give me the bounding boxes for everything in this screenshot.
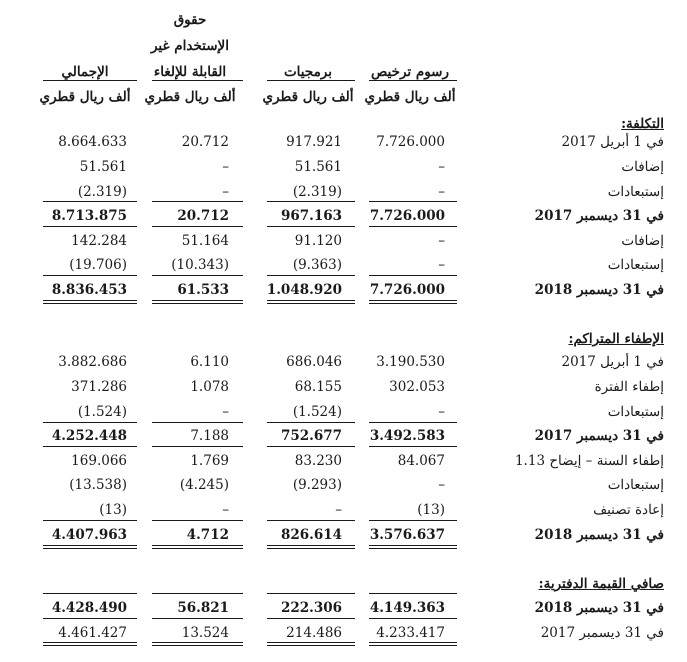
row-label: التكلفة:: [621, 116, 664, 132]
row-value: –: [438, 159, 445, 175]
row-value: 214.486: [286, 625, 342, 641]
row-label: في 31 ديسمبر 2018: [534, 600, 664, 616]
row-label: في 1 أبريل 2017: [561, 134, 664, 150]
row-label: صافي القيمة الدفترية:: [538, 576, 664, 592]
row-value: (9.293): [292, 477, 342, 493]
row-value: 3.882.686: [58, 354, 127, 370]
row-label: في 1 أبريل 2017: [561, 354, 664, 370]
column-header-rights: الإستخدام غير: [150, 38, 230, 54]
total-rule: [43, 422, 137, 423]
total-rule: [267, 520, 355, 521]
row-value: 1.048.920: [266, 282, 342, 298]
total-rule: [267, 226, 355, 227]
total-rule: [267, 593, 355, 594]
row-value: 826.614: [280, 527, 342, 543]
row-value: (13): [417, 502, 445, 518]
row-value: 3.576.637: [369, 527, 445, 543]
column-unit-total: ألف ريال قطري: [39, 89, 131, 105]
row-label: في 31 ديسمبر 2017: [540, 625, 664, 641]
row-label: إستبعادات: [607, 477, 664, 493]
row-label: إضافات: [621, 233, 664, 249]
row-value: 68.155: [294, 379, 342, 395]
row-value: 4.233.417: [376, 625, 445, 641]
row-value: 91.120: [294, 233, 342, 249]
row-value: (4.245): [179, 477, 229, 493]
row-value: 8.836.453: [51, 282, 127, 298]
row-value: –: [222, 404, 229, 420]
total-rule: [152, 593, 243, 594]
row-value: –: [222, 502, 229, 518]
row-label: إستبعادات: [607, 257, 664, 273]
total-rule-double: [43, 645, 137, 646]
total-rule-double: [43, 548, 137, 549]
total-rule-double: [267, 548, 355, 549]
row-value: –: [222, 159, 229, 175]
total-rule: [152, 446, 243, 447]
row-value: 20.712: [177, 208, 229, 224]
total-rule: [369, 226, 457, 227]
row-value: 51.561: [79, 159, 127, 175]
row-value: 4.407.963: [51, 527, 127, 543]
row-label: إطفاء الفترة: [594, 379, 664, 395]
column-unit-rights: ألف ريال قطري: [144, 89, 236, 105]
total-rule: [152, 300, 243, 301]
total-rule: [43, 593, 137, 594]
row-value: 302.053: [389, 379, 445, 395]
row-label: الإطفاء المتراكم:: [568, 331, 664, 347]
row-value: 917.921: [286, 134, 342, 150]
total-rule-double: [43, 303, 137, 304]
row-value: 84.067: [397, 453, 445, 469]
total-rule: [43, 226, 137, 227]
total-rule: [369, 520, 457, 521]
total-rule-double: [369, 303, 457, 304]
row-value: 4.712: [186, 527, 229, 543]
row-value: 4.252.448: [51, 428, 127, 444]
row-value: 7.188: [190, 428, 229, 444]
total-rule: [152, 618, 243, 619]
row-value: –: [438, 477, 445, 493]
row-value: –: [438, 404, 445, 420]
total-rule: [369, 201, 457, 202]
row-value: –: [438, 257, 445, 273]
column-header-rights: القابلة للإلغاء: [153, 64, 227, 80]
row-value: 1.078: [190, 379, 229, 395]
row-value: 56.821: [177, 600, 229, 616]
header-underline: [369, 80, 457, 81]
column-header-software: برمجيات: [283, 64, 333, 80]
total-rule: [152, 226, 243, 227]
row-value: 686.046: [286, 354, 342, 370]
header-underline: [43, 80, 137, 81]
row-value: 51.164: [181, 233, 229, 249]
row-label: في 31 ديسمبر 2018: [534, 527, 664, 543]
total-rule: [43, 618, 137, 619]
total-rule: [43, 642, 137, 643]
total-rule-double: [369, 548, 457, 549]
column-unit-software: ألف ريال قطري: [262, 89, 354, 105]
row-value: –: [438, 184, 445, 200]
row-value: 7.726.000: [369, 208, 445, 224]
total-rule: [152, 201, 243, 202]
row-value: 752.677: [280, 428, 342, 444]
row-value: 4.461.427: [58, 625, 127, 641]
row-value: 7.726.000: [369, 282, 445, 298]
row-value: (13): [99, 502, 127, 518]
row-label: في 31 ديسمبر 2017: [534, 208, 664, 224]
total-rule: [369, 618, 457, 619]
row-label: إضافات: [621, 159, 664, 175]
total-rule: [43, 520, 137, 521]
column-header-total: الإجمالي: [61, 64, 109, 80]
row-value: 20.712: [181, 134, 229, 150]
row-value: 83.230: [294, 453, 342, 469]
total-rule: [152, 642, 243, 643]
total-rule: [267, 201, 355, 202]
row-label: في 31 ديسمبر 2017: [534, 428, 664, 444]
column-header-rights: حقوق: [173, 12, 207, 28]
column-unit-license: ألف ريال قطري: [364, 89, 456, 105]
row-label: إستبعادات: [607, 404, 664, 420]
total-rule: [267, 422, 355, 423]
row-value: 8.664.633: [58, 134, 127, 150]
row-value: 61.533: [177, 282, 229, 298]
row-value: (1.524): [292, 404, 342, 420]
total-rule: [267, 642, 355, 643]
row-value: 51.561: [294, 159, 342, 175]
row-value: 3.190.530: [376, 354, 445, 370]
row-value: (9.363): [292, 257, 342, 273]
total-rule: [43, 446, 137, 447]
total-rule: [267, 275, 355, 276]
row-value: 142.284: [71, 233, 127, 249]
header-underline: [267, 80, 355, 81]
row-value: 6.110: [190, 354, 229, 370]
total-rule-double: [369, 645, 457, 646]
row-value: (2.319): [292, 184, 342, 200]
total-rule: [369, 300, 457, 301]
row-value: 169.066: [71, 453, 127, 469]
total-rule: [369, 642, 457, 643]
total-rule: [369, 422, 457, 423]
header-underline: [152, 80, 243, 81]
total-rule: [43, 545, 137, 546]
total-rule-double: [152, 303, 243, 304]
row-value: 13.524: [181, 625, 229, 641]
row-value: 4.428.490: [51, 600, 127, 616]
row-value: 222.306: [280, 600, 342, 616]
column-header-license: رسوم ترخيص: [370, 64, 450, 80]
total-rule: [369, 446, 457, 447]
row-value: (10.343): [171, 257, 229, 273]
row-value: –: [222, 184, 229, 200]
row-value: 967.163: [280, 208, 342, 224]
total-rule-double: [267, 645, 355, 646]
row-value: 8.713.875: [51, 208, 127, 224]
row-label: إعادة تصنيف: [593, 502, 664, 518]
total-rule: [43, 300, 137, 301]
total-rule: [267, 446, 355, 447]
row-value: –: [438, 233, 445, 249]
row-label: إطفاء السنة – إيضاح 1.13: [514, 453, 664, 469]
total-rule: [369, 545, 457, 546]
total-rule: [152, 545, 243, 546]
total-rule: [267, 618, 355, 619]
total-rule: [43, 201, 137, 202]
row-value: –: [335, 502, 342, 518]
row-label: إستبعادات: [607, 184, 664, 200]
total-rule: [152, 275, 243, 276]
total-rule: [152, 422, 243, 423]
total-rule-double: [152, 645, 243, 646]
total-rule: [267, 300, 355, 301]
row-value: 1.769: [190, 453, 229, 469]
row-label: في 31 ديسمبر 2018: [534, 282, 664, 298]
total-rule: [267, 545, 355, 546]
total-rule: [369, 593, 457, 594]
row-value: 4.149.363: [369, 600, 445, 616]
row-value: (19.706): [69, 257, 127, 273]
row-value: (2.319): [77, 184, 127, 200]
row-value: 3.492.583: [369, 428, 445, 444]
total-rule: [152, 520, 243, 521]
row-value: (13.538): [69, 477, 127, 493]
row-value: 7.726.000: [376, 134, 445, 150]
total-rule-double: [267, 303, 355, 304]
row-value: (1.524): [77, 404, 127, 420]
total-rule-double: [152, 548, 243, 549]
total-rule: [43, 275, 137, 276]
total-rule: [369, 275, 457, 276]
row-value: 371.286: [71, 379, 127, 395]
